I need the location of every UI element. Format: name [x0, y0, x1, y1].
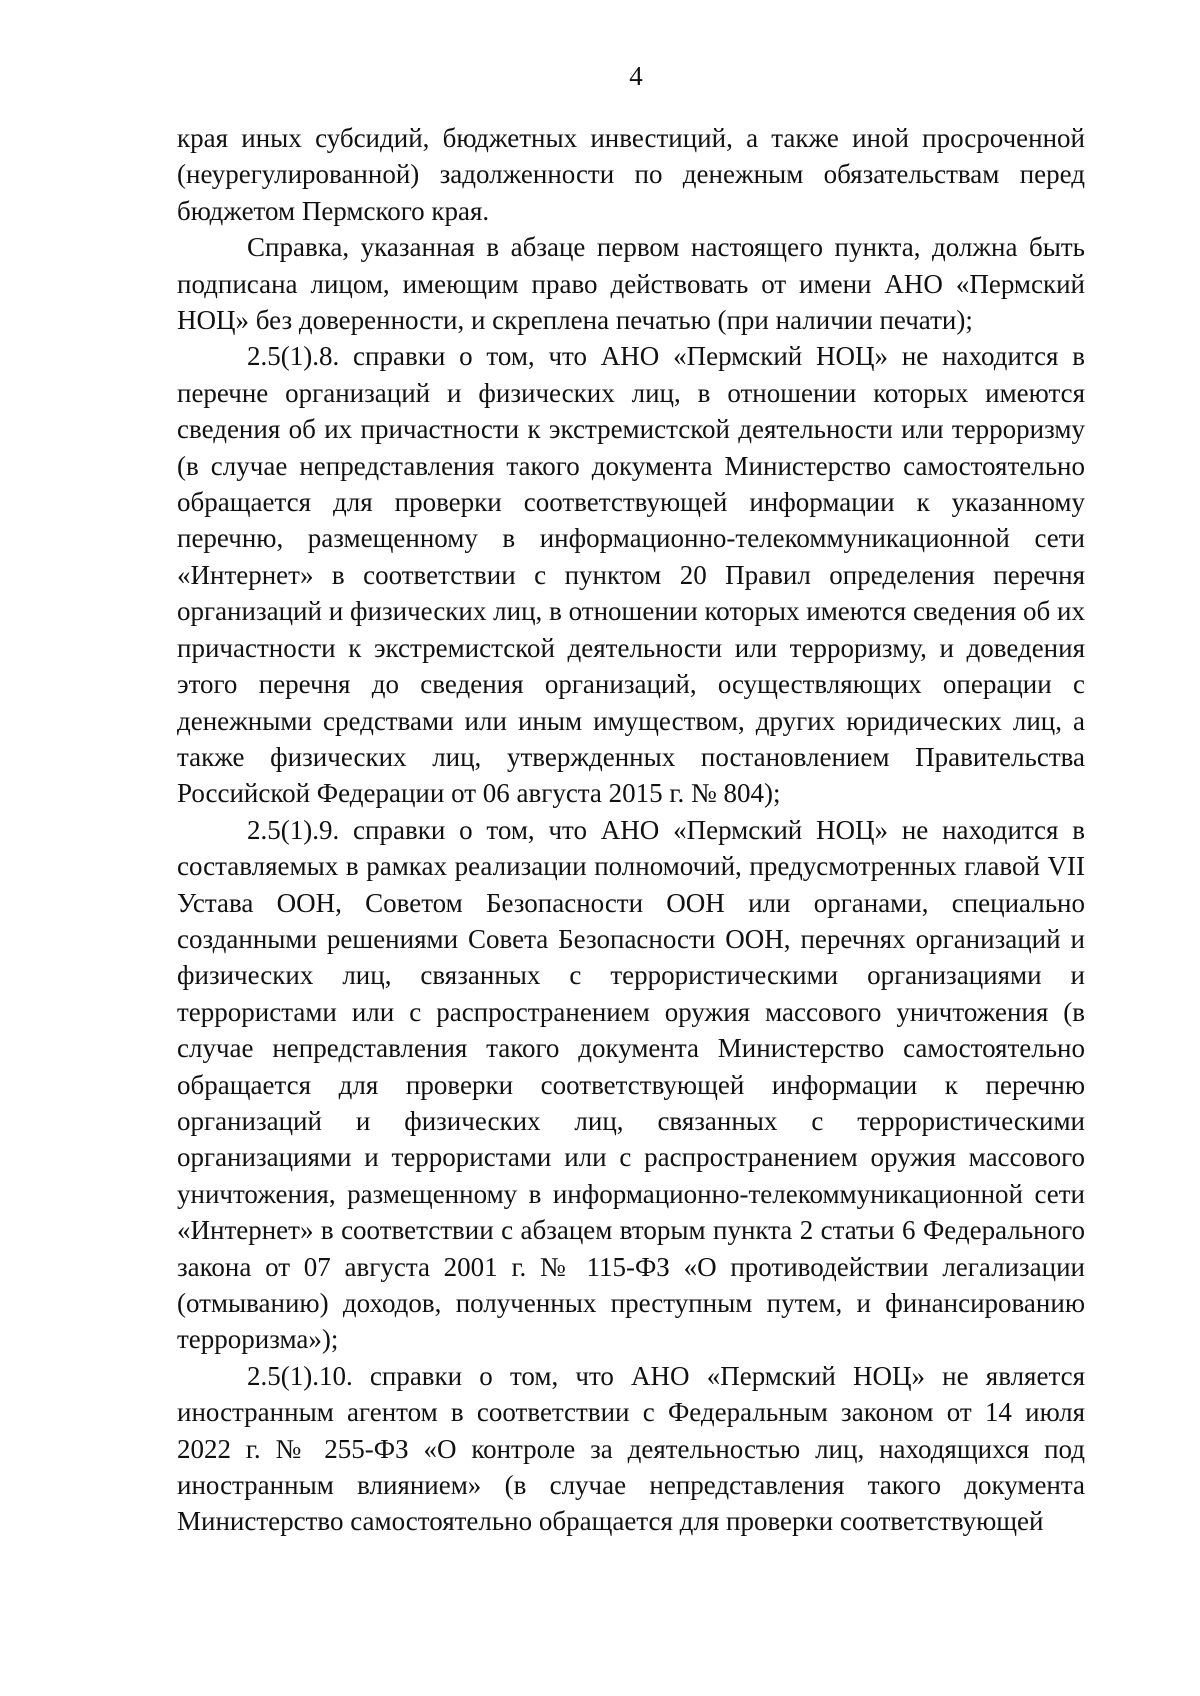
paragraph-2-5-1-9: 2.5(1).9. справки о том, что АНО «Пермский НОЦ» не находится в составляемых в рамках реализации полномочий, предусмотренных главой VII Устава ООН, Советом Безопасности ООН или органами, специально созданными решениями Совета Безопасности ООН, перечнях организаций и физических лиц, связанных с террористическими организациями и террористами или с распространением оружия массового уничтожения (в случае непредставления такого документа Министерство самостоятельно обращается для проверки соответствующей информации к перечню организаций и физических лиц, связанных с террористическими организациями и террористами или с распространением оружия массового уничтожения, размещенному в информационно-телекоммуникационной сети «Интернет» в соответствии с абзацем вторым пункта 2 статьи 6 Федерального закона от 07 августа 2001 г. № 115-ФЗ «О противодействии легализации (отмыванию) доходов, полученных преступным путем, и финансированию терроризма»);	[177, 814, 1085, 1355]
page-number: 4	[629, 61, 643, 91]
paragraph-continuation: края иных субсидий, бюджетных инвестиций, а также иной просроченной (неурегулированной) задолженности по денежным обязательствам перед бюджетом Пермского края.	[177, 123, 1085, 226]
paragraph-certificate-signature: Справка, указанная в абзаце первом настоящего пункта, должна быть подписана лицом, имеющим право действовать от имени АНО «Пермский НОЦ» без доверенности, и скреплена печатью (при наличии печати);	[177, 232, 1085, 336]
paragraph-2-5-1-10: 2.5(1).10. справки о том, что АНО «Пермский НОЦ» не является иностранным агентом в соответствии с Федеральным законом от 14 июля 2022 г. № 255-ФЗ «О контроле за деятельностью лиц, находящихся под иностранным влиянием» (в случае непредставления такого документа Министерство самостоятельно обращается для проверки соответствующей	[177, 1360, 1085, 1537]
document-body	[177, 120, 1085, 1540]
paragraph-2-5-1-8: 2.5(1).8. справки о том, что АНО «Пермский НОЦ» не находится в перечне организаций и физических лиц, в отношении которых имеются сведения об их причастности к экстремистской деятельности или терроризму (в случае непредставления такого документа Министерство самостоятельно обращается для проверки соответствующей информации к указанному перечню, размещенному в информационно-телекоммуникационной сети «Интернет» в соответствии с пунктом 20 Правил определения перечня организаций и физических лиц, в отношении которых имеются сведения об их причастности к экстремистской деятельности или терроризму, и доведения этого перечня до сведения организаций, осуществляющих операции с денежными средствами или иным имуществом, других юридических лиц, а также физических лиц, утвержденных постановлением Правительства Российской Федерации от 06 августа 2015 г. № 804);	[177, 341, 1085, 809]
